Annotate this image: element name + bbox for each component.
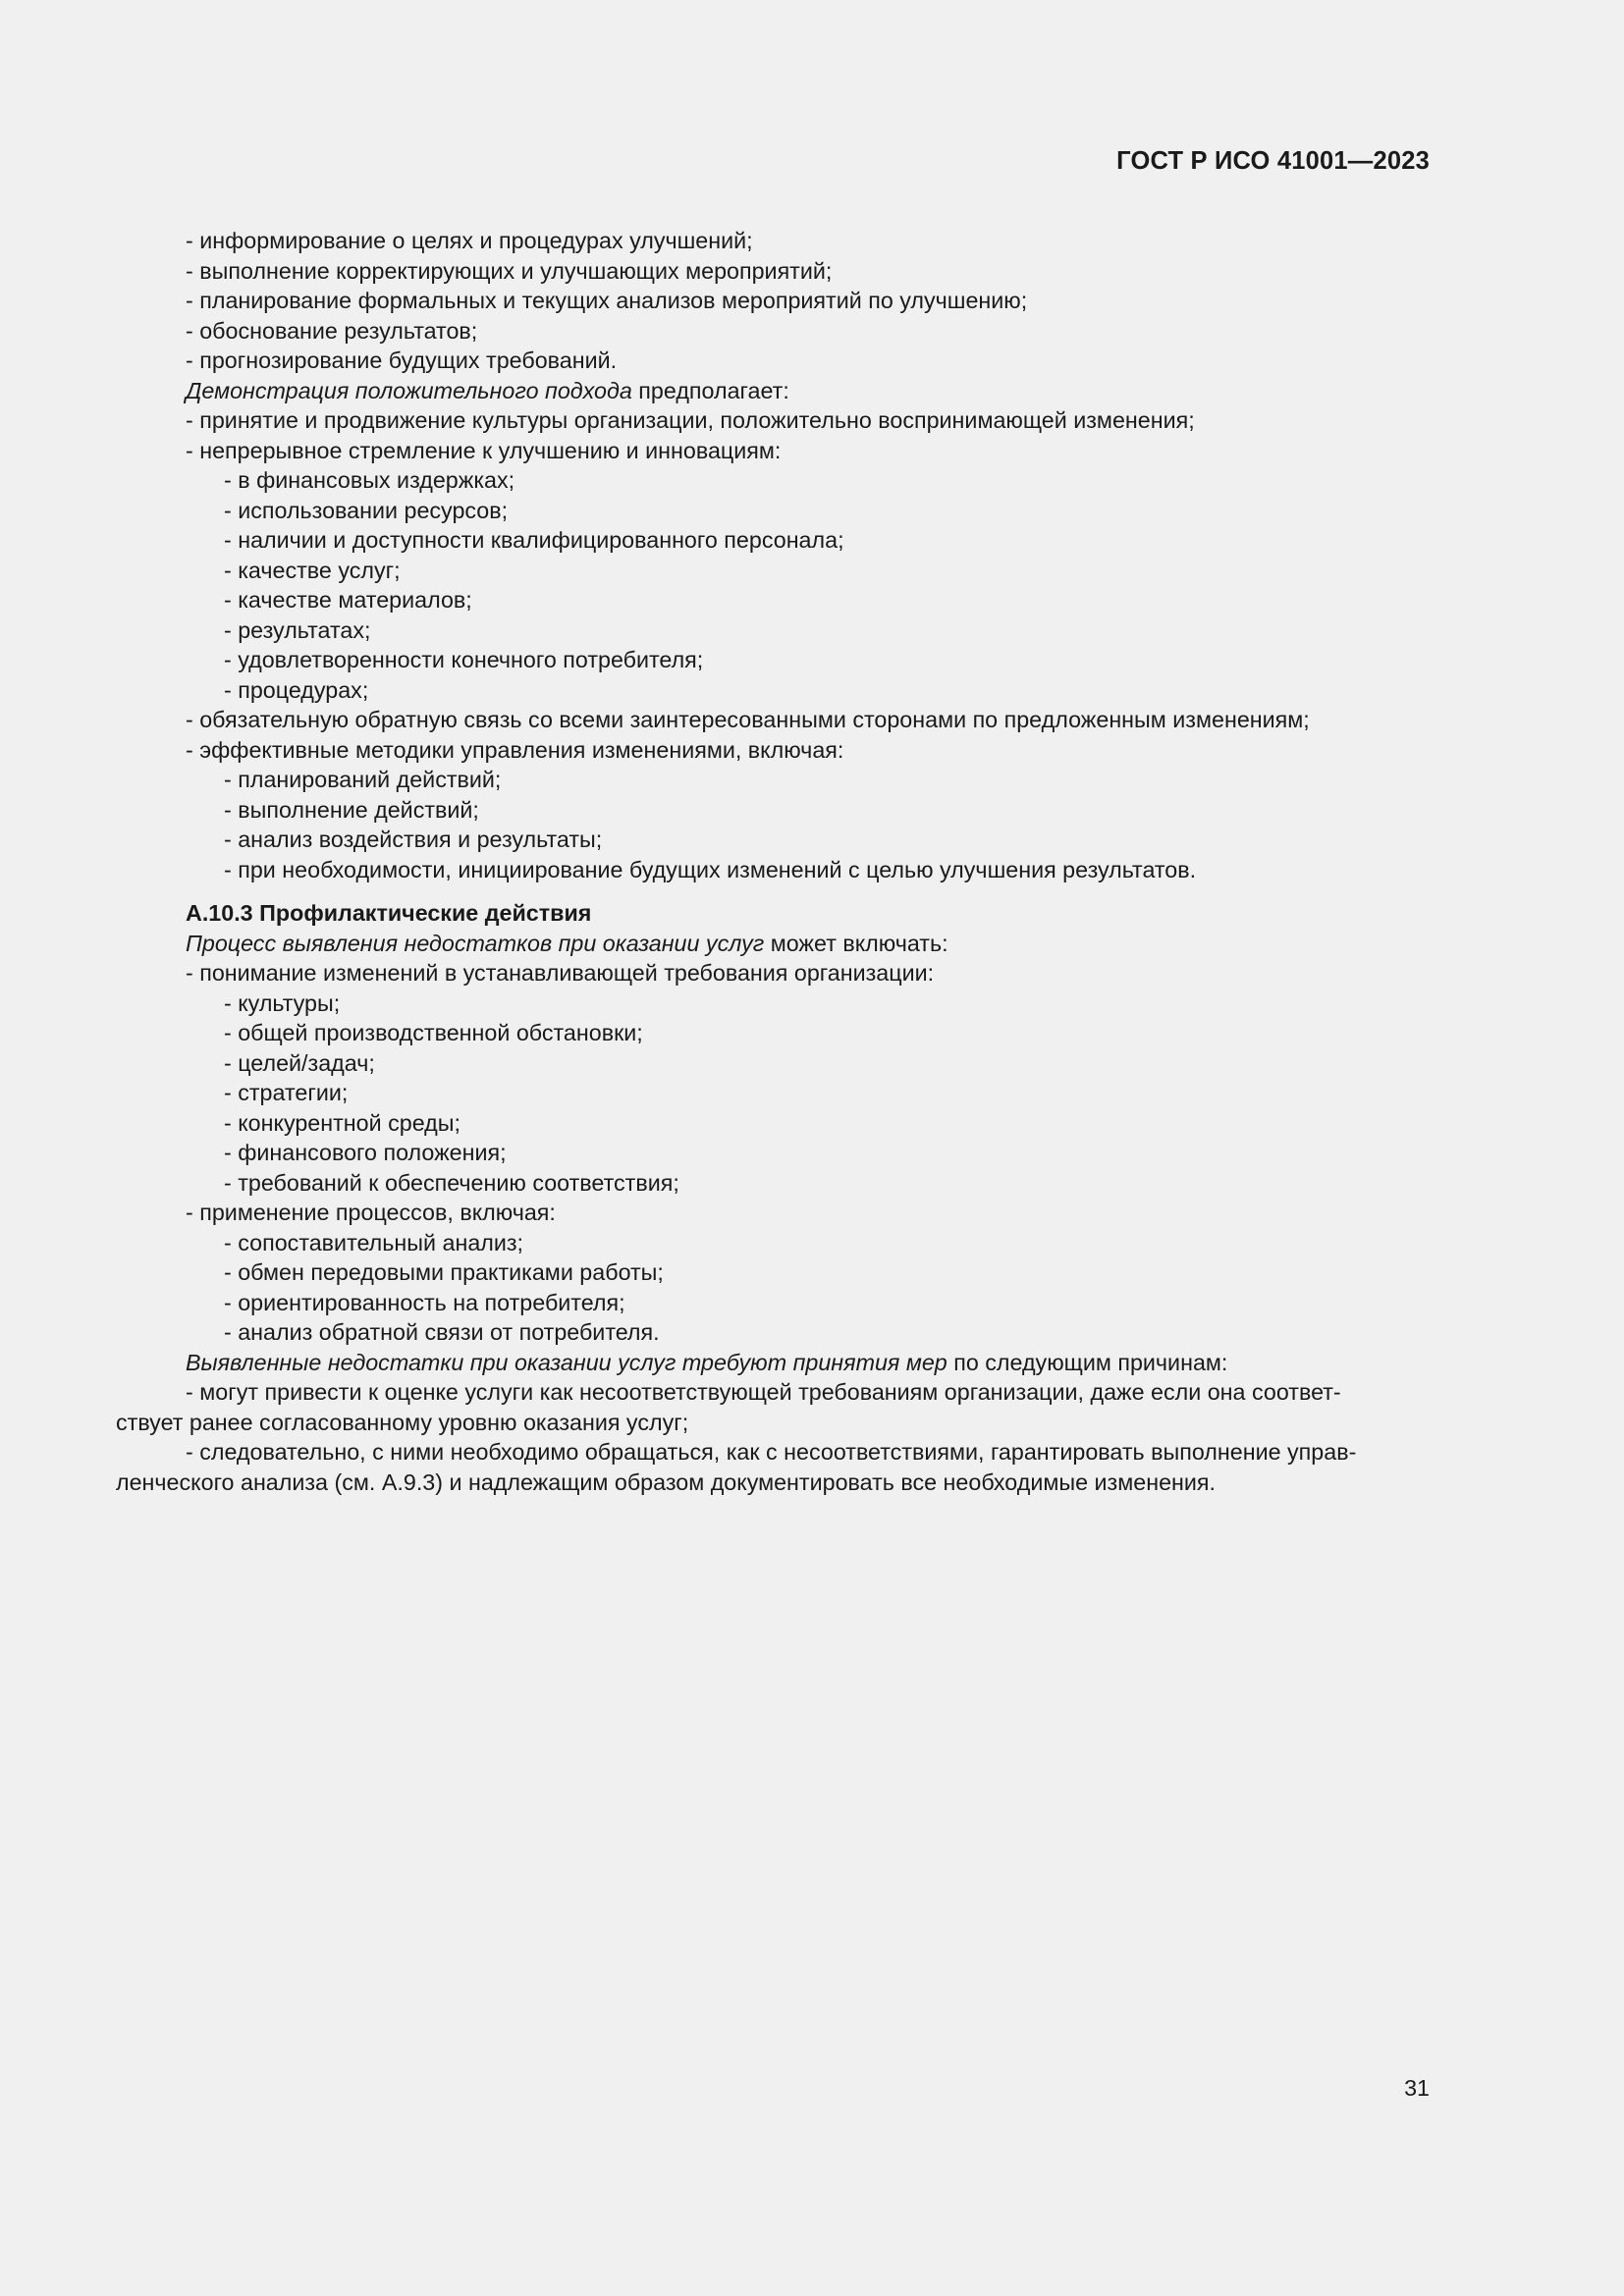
list-item: - обоснование результатов; bbox=[186, 317, 478, 344]
reason-paragraph-line: - могут привести к оценке услуги как несоответствующей требованиям организации, даже если она соответ- bbox=[186, 1379, 1341, 1405]
sub-list-item: - анализ воздействия и результаты; bbox=[224, 827, 603, 852]
sub-list-item: - наличии и доступности квалифицированного персонала; bbox=[224, 527, 844, 553]
reasons-lead-italic: Выявленные недостатки при оказании услуг требуют принятия мер bbox=[186, 1349, 947, 1375]
sub-list-item: - требований к обеспечению соответствия; bbox=[224, 1169, 679, 1196]
sub-list-item: - культуры; bbox=[224, 989, 341, 1016]
sub-list-item: - результатах; bbox=[224, 616, 371, 643]
list-item: - прогнозирование будущих требований. bbox=[186, 347, 618, 373]
sub-list-item: - финансового положения; bbox=[224, 1140, 507, 1165]
sub-list-item: - обмен передовыми практиками работы; bbox=[224, 1259, 664, 1285]
list-item: - принятие и продвижение культуры организации, положительно воспринимающей изменения; bbox=[186, 407, 1195, 433]
reasons-lead-rest: по следующим причинам: bbox=[947, 1349, 1228, 1375]
list-item: - обязательную обратную связь со всеми заинтересованными сторонами по предложенным изменениям; bbox=[186, 707, 1310, 732]
section-heading: А.10.3 Профилактические действия bbox=[186, 900, 592, 926]
sub-list-item: - при необходимости, инициирование будущих изменений с целью улучшения результатов. bbox=[224, 856, 1197, 882]
section-lead-italic: Процесс выявления недостатков при оказании услуг bbox=[186, 930, 765, 956]
sub-list-item: - ориентированность на потребителя; bbox=[224, 1289, 625, 1315]
section-lead-paragraph bbox=[116, 929, 1430, 959]
reason-paragraph-line: ленческого анализа (см. А.9.3) и надлежащим образом документировать все необходимые изменения. bbox=[116, 1468, 1216, 1495]
demo-lead-paragraph bbox=[116, 376, 1430, 406]
demo-lead-italic: Демонстрация положительного подхода bbox=[186, 377, 632, 403]
sub-list-item: - целей/задач; bbox=[224, 1049, 375, 1076]
sub-list-item: - конкурентной среды; bbox=[224, 1109, 460, 1136]
sub-list-item: - удовлетворенности конечного потребителя; bbox=[224, 647, 704, 672]
sub-list-item: - планирований действий; bbox=[224, 767, 502, 792]
sub-list-item: - качестве материалов; bbox=[224, 587, 472, 613]
sub-list-item: - сопоставительный анализ; bbox=[224, 1229, 524, 1255]
sub-list-item: - анализ обратной связи от потребителя. bbox=[224, 1319, 660, 1345]
reasons-lead-paragraph bbox=[116, 1348, 1430, 1378]
section-lead-rest: может включать: bbox=[764, 930, 948, 956]
sub-list-item: - в финансовых издержках; bbox=[224, 467, 515, 493]
sub-list-item: - выполнение действий; bbox=[224, 796, 479, 823]
list-item: - планирование формальных и текущих анализов мероприятий по улучшению; bbox=[186, 288, 1028, 313]
list-item: - информирование о целях и процедурах улучшений; bbox=[186, 228, 753, 253]
list-item: - эффективные методики управления изменениями, включая: bbox=[186, 736, 844, 763]
document-code-header: ГОСТ Р ИСО 41001—2023 bbox=[1116, 147, 1430, 175]
page-body bbox=[116, 226, 1430, 1497]
sub-list-item: - общей производственной обстановки; bbox=[224, 1020, 643, 1045]
sub-list-item: - процедурах; bbox=[224, 676, 369, 703]
reason-paragraph-line: ствует ранее согласованному уровню оказания услуг; bbox=[116, 1409, 689, 1435]
sub-list-item: - качестве услуг; bbox=[224, 557, 401, 583]
list-item: - понимание изменений в устанавливающей требования организации: bbox=[186, 960, 935, 986]
page-number: 31 bbox=[1404, 2075, 1430, 2101]
list-item: - применение процессов, включая: bbox=[186, 1200, 556, 1225]
list-item: - выполнение корректирующих и улучшающих мероприятий; bbox=[186, 257, 833, 284]
demo-lead-rest: предполагает: bbox=[631, 377, 789, 403]
list-item: - непрерывное стремление к улучшению и инновациям: bbox=[186, 437, 782, 463]
sub-list-item: - стратегии; bbox=[224, 1080, 349, 1105]
sub-list-item: - использовании ресурсов; bbox=[224, 497, 509, 523]
reason-paragraph-line: - следовательно, с ними необходимо обращаться, как с несоответствиями, гарантировать выполнение управ- bbox=[186, 1439, 1357, 1465]
